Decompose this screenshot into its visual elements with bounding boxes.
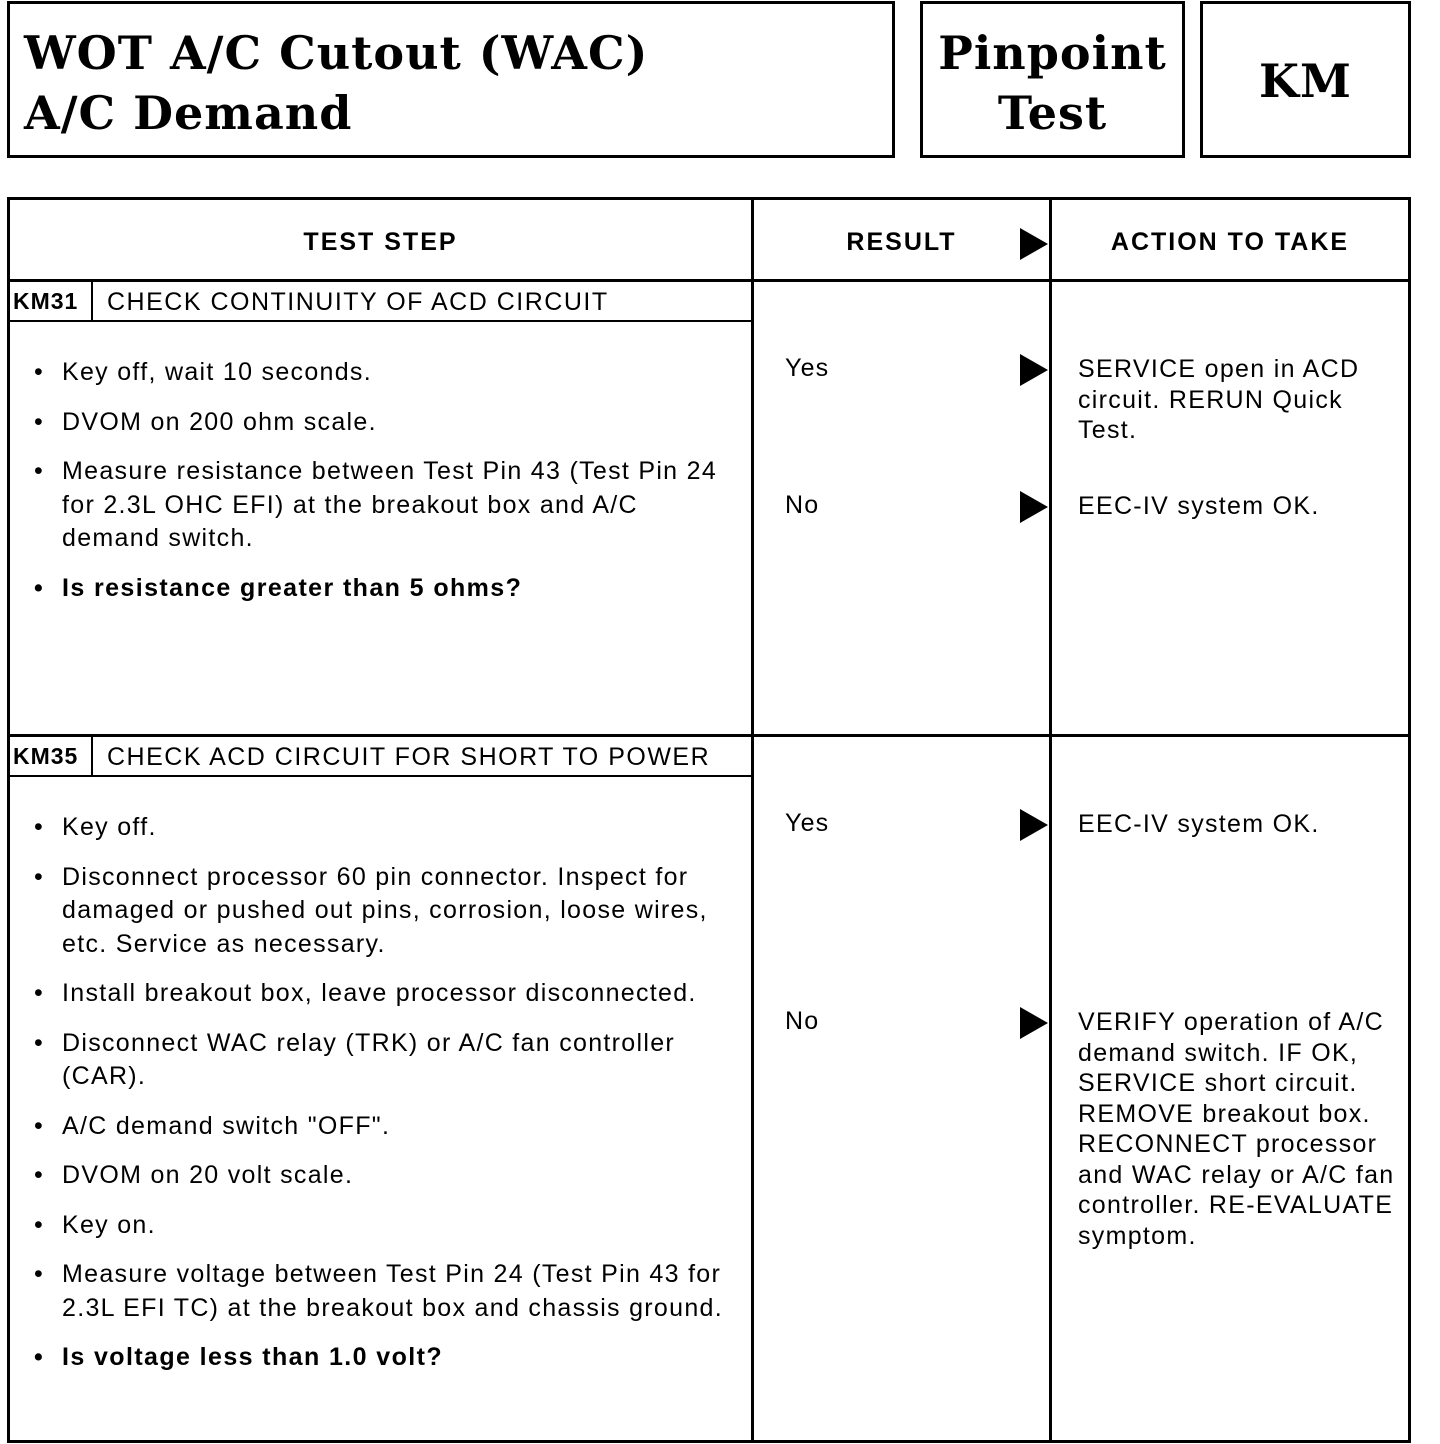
column-divider-result: [751, 197, 754, 1443]
column-divider-action: [1049, 197, 1052, 1443]
step-divider: [7, 734, 1411, 737]
step-km31-result-no: No: [785, 491, 820, 519]
list-item: • A/C demand switch "OFF".: [10, 1110, 730, 1144]
result-arrow-icon: [1020, 1007, 1048, 1039]
header-arrow-icon: [1020, 228, 1048, 260]
step-km31-action-yes: SERVICE open in ACD circuit. RERUN Quick Test.: [1078, 355, 1360, 444]
list-item: • DVOM on 200 ohm scale.: [10, 406, 730, 440]
step-km35-id: KM35: [13, 743, 79, 769]
test-type-line1: Pinpoint: [938, 26, 1167, 80]
step-km35-title: CHECK ACD CIRCUIT FOR SHORT TO POWER: [107, 743, 711, 771]
step-km31-id: KM31: [13, 288, 79, 314]
list-item: • Key on.: [10, 1209, 730, 1243]
list-item: • Disconnect WAC relay (TRK) or A/C fan controller (CAR).: [10, 1027, 730, 1094]
test-type-line2: Test: [997, 86, 1108, 140]
step-km35-action-no: VERIFY operation of A/C demand switch. IF OK, SERVICE short circuit. REMOVE breakout box. RECONNECT processor and WAC relay or A/C fan controller. RE-EVALUATE symptom.: [1078, 1008, 1395, 1250]
step-km35-result-no: No: [785, 1007, 820, 1035]
step-km35-title-underline: [7, 775, 753, 777]
step-km31-title: CHECK CONTINUITY OF ACD CIRCUIT: [107, 288, 609, 316]
page-title-line2: A/C Demand: [24, 86, 353, 140]
step-km35-action-yes: EEC-IV system OK.: [1078, 810, 1320, 838]
step-km35-result-yes: Yes: [785, 809, 830, 837]
step-km31-result-yes: Yes: [785, 354, 830, 382]
list-item: • Measure resistance between Test Pin 43 (Test Pin 24 for 2.3L OHC EFI) at the breakout box and A/C demand switch.: [10, 455, 730, 556]
list-item: • Key off, wait 10 seconds.: [10, 356, 730, 390]
step-km31-title-underline: [7, 320, 753, 322]
column-header-result: RESULT: [846, 228, 957, 256]
step-km35-question: • Is voltage less than 1.0 volt?: [10, 1341, 730, 1375]
title-box: [7, 1, 895, 158]
step-km31-instructions: [10, 356, 730, 621]
list-item: • Key off.: [10, 811, 730, 845]
result-arrow-icon: [1020, 809, 1048, 841]
test-type-box: [920, 1, 1185, 158]
step-km35-id-divider: [91, 736, 93, 776]
step-km31-question: • Is resistance greater than 5 ohms?: [10, 572, 730, 606]
page-title-line1: WOT A/C Cutout (WAC): [24, 26, 649, 80]
header-row-divider: [7, 279, 1411, 282]
list-item: • Install breakout box, leave processor disconnected.: [10, 977, 730, 1011]
list-item: • DVOM on 20 volt scale.: [10, 1159, 730, 1193]
list-item: • Disconnect processor 60 pin connector. Inspect for damaged or pushed out pins, corrosion, loose wires, etc. Service as necessary.: [10, 861, 730, 962]
column-header-test-step: TEST STEP: [303, 228, 458, 256]
test-code-box: [1200, 1, 1411, 158]
result-arrow-icon: [1020, 491, 1048, 523]
step-km35-instructions: [10, 811, 730, 1391]
result-arrow-icon: [1020, 354, 1048, 386]
test-code: KM: [1259, 54, 1352, 108]
step-km31-action-no: EEC-IV system OK.: [1078, 492, 1320, 520]
list-item: • Measure voltage between Test Pin 24 (Test Pin 43 for 2.3L EFI TC) at the breakout box and chassis ground.: [10, 1258, 730, 1325]
column-header-action: ACTION TO TAKE: [1110, 228, 1350, 256]
step-km31-id-divider: [91, 281, 93, 321]
